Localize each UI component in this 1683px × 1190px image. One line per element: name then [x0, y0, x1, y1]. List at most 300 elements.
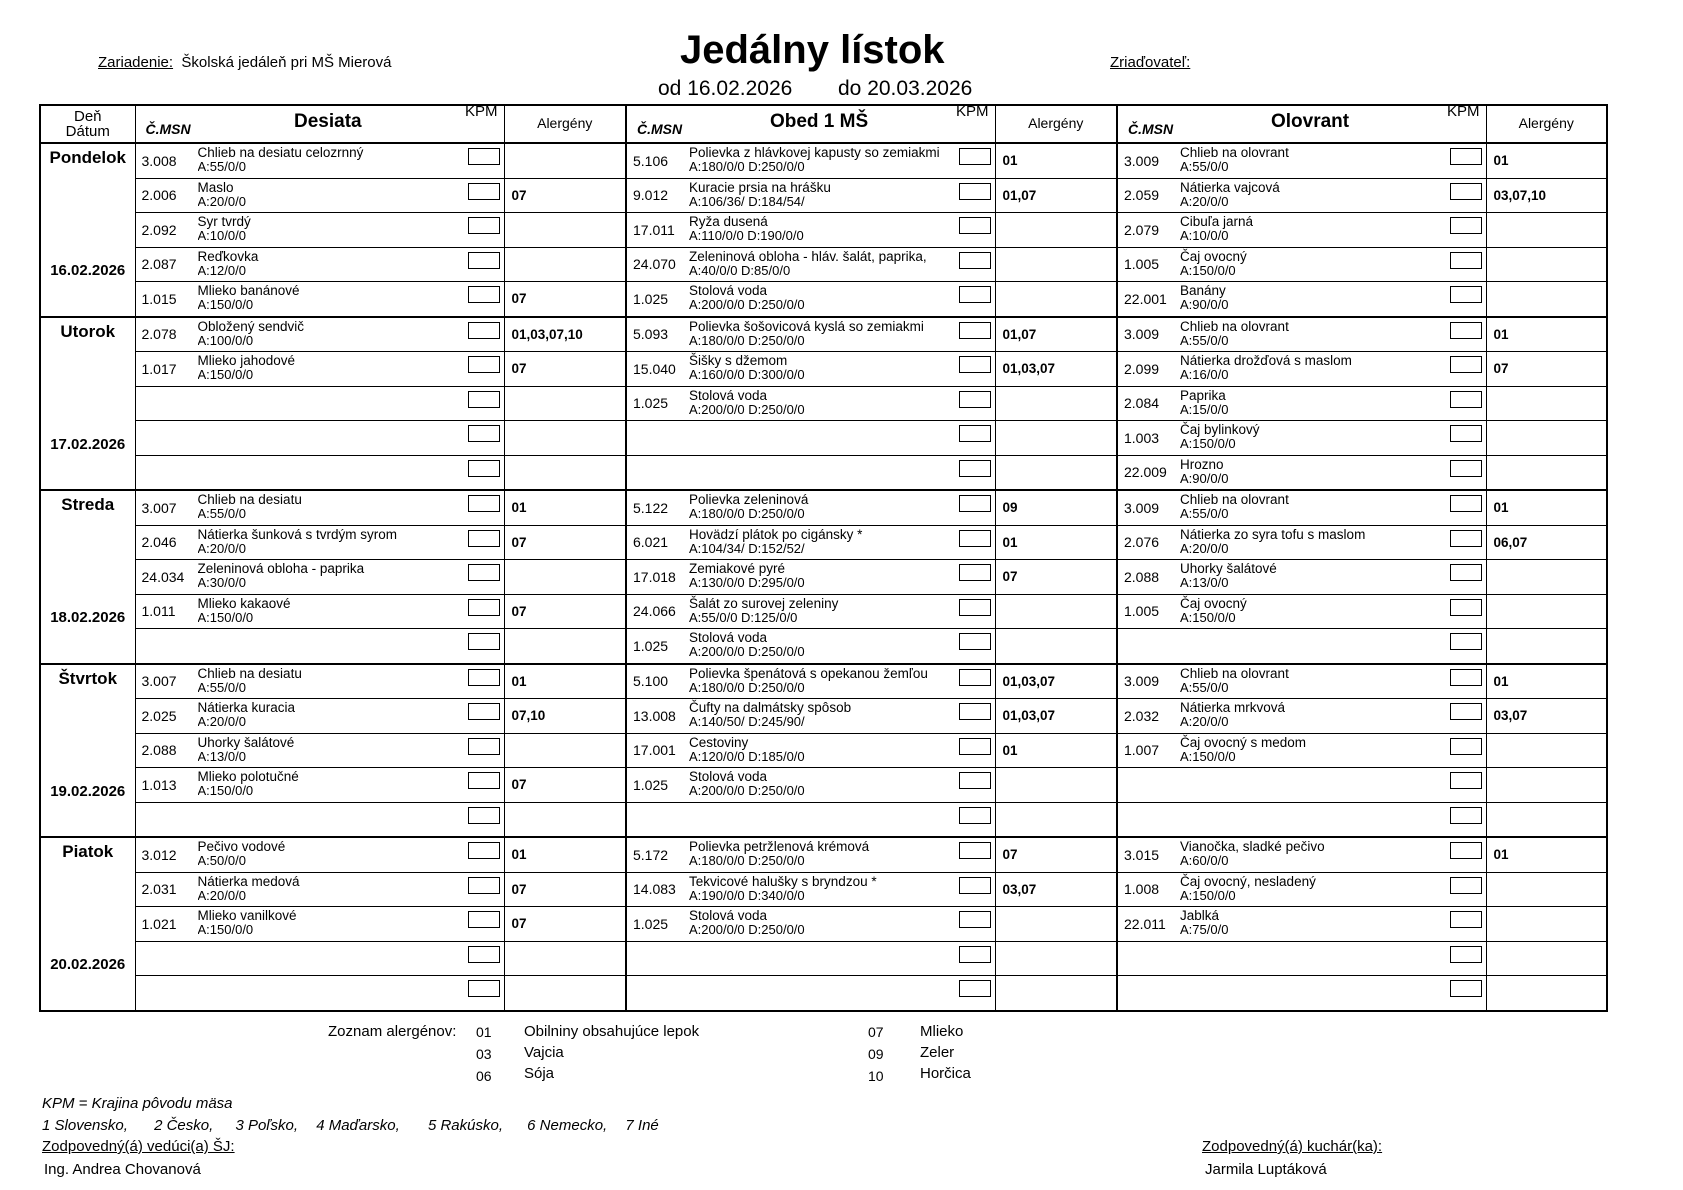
msn-code: 2.025	[141, 707, 177, 724]
dish-portion: A:20/0/0	[197, 714, 246, 730]
dish-name: Polievka petržlenová krémová	[689, 839, 870, 855]
snack-item-cell	[135, 907, 504, 942]
dish-name: Kuracie prsia na hrášku	[689, 179, 831, 195]
menu-row	[40, 386, 1607, 421]
dish-portion: A:55/0/0	[1180, 679, 1229, 695]
snack-item-cell	[135, 768, 504, 803]
dish	[1180, 629, 1450, 662]
dish	[689, 352, 959, 385]
dish-portion: A:110/0/0 D:190/0/0	[689, 228, 804, 244]
msn-code: 1.013	[141, 776, 177, 793]
kpm-box	[1450, 391, 1482, 408]
dish-name: Chlieb na olovrant	[1180, 318, 1289, 334]
dish-portion: A:200/0/0 D:250/0/0	[689, 401, 805, 417]
allergen-code: 01	[476, 1024, 492, 1040]
snack-allergens-cell	[504, 386, 626, 421]
lunch-item-cell	[626, 490, 995, 525]
dish-portion: A:20/0/0	[197, 887, 246, 903]
kpm-box	[468, 252, 500, 269]
msn-code: 14.083	[633, 881, 676, 898]
kpm-country: 7 Iné	[625, 1117, 659, 1134]
dish-name: Zeleninová obloha - paprika	[197, 561, 365, 577]
kpm-box	[1450, 322, 1482, 339]
dish-portion: A:120/0/0 D:185/0/0	[689, 748, 805, 764]
dish	[689, 144, 959, 177]
afternoon-allergens-cell	[1486, 768, 1607, 803]
kpm-box	[959, 633, 991, 650]
dish	[689, 213, 959, 246]
snack-allergens-cell: 07	[504, 768, 626, 803]
dish-portion: A:150/0/0	[197, 297, 254, 313]
kpm-box	[468, 148, 500, 165]
dish-portion: A:190/0/0 D:340/0/0	[689, 887, 805, 903]
kpm-box	[959, 669, 991, 686]
snack-allergens-cell: 07	[504, 907, 626, 942]
kpm-box	[1450, 252, 1482, 269]
menu-row	[40, 282, 1607, 317]
afternoon-allergens-cell	[1486, 421, 1607, 456]
kpm-country: 3 Poľsko,	[235, 1117, 299, 1134]
dish-name: Polievka špenátová s opekanou žemľou	[689, 665, 928, 681]
lunch-allergens-cell	[995, 247, 1117, 282]
afternoon-item-cell	[1117, 247, 1486, 282]
lunch-item-cell	[626, 664, 995, 699]
snack-item-cell	[135, 976, 504, 1011]
msn-code: 9.012	[633, 187, 669, 204]
kpm-box	[468, 495, 500, 512]
kpm-box	[468, 425, 500, 442]
dish-name: Mlieko banánové	[197, 283, 300, 299]
lunch-item-cell	[626, 352, 995, 387]
snack-allergens-cell	[504, 941, 626, 976]
dish-name: Chlieb na desiatu	[197, 665, 302, 681]
afternoon-allergens-cell: 06,07	[1486, 525, 1607, 560]
snack-item-cell	[135, 386, 504, 421]
facility-block	[98, 54, 391, 71]
dish-name: Obložený sendvič	[197, 318, 305, 334]
msn-code: 1.025	[633, 637, 669, 654]
dish	[1180, 282, 1450, 315]
dish-name: Tekvicové halušky s bryndzou *	[689, 873, 877, 889]
dish	[198, 873, 468, 906]
dish-portion: A:60/0/0	[1180, 853, 1229, 869]
lunch-item-cell	[626, 525, 995, 560]
msn-code: 2.076	[1124, 534, 1160, 551]
msn-code: 1.021	[141, 915, 177, 932]
from-label: od	[658, 77, 682, 100]
dish	[198, 665, 468, 698]
dish-portion: A:130/0/0 D:295/0/0	[689, 575, 805, 591]
lunch-item-cell	[626, 247, 995, 282]
snack-item-cell	[135, 352, 504, 387]
afternoon-allergens-cell	[1486, 629, 1607, 664]
msn-code	[627, 942, 689, 975]
lunch-allergens-cell	[995, 386, 1117, 421]
dish	[689, 595, 959, 628]
dish-name: Mlieko vanilkové	[197, 908, 297, 924]
msn-code: 2.088	[141, 742, 177, 759]
kpm-box	[1450, 495, 1482, 512]
dish	[689, 560, 959, 593]
dish	[1180, 976, 1450, 1009]
msn-code: 3.007	[141, 499, 177, 516]
kpm-box	[1450, 946, 1482, 963]
lunch-allergens-cell: 07	[995, 560, 1117, 595]
msn-code: 24.034	[141, 568, 185, 585]
menu-row	[40, 941, 1607, 976]
msn-code	[1118, 629, 1180, 662]
kpm-box	[468, 669, 500, 686]
allergens-label: Alergény	[1028, 115, 1084, 131]
dish-portion: A:13/0/0	[197, 748, 246, 764]
dish	[1180, 838, 1450, 871]
msn-code: 2.084	[1124, 395, 1160, 412]
dish-name: Reďkovka	[197, 248, 259, 264]
dish	[689, 768, 959, 801]
kpm-label: KPM	[464, 105, 498, 120]
menu-row	[40, 907, 1607, 942]
dish	[1180, 873, 1450, 906]
afternoon-title: Olovrant	[1270, 111, 1350, 132]
msn-code	[136, 803, 198, 836]
lunch-allergens-cell: 01,03,07	[995, 352, 1117, 387]
msn-code: 1.008	[1124, 881, 1160, 898]
allergens-label: Alergény	[537, 115, 593, 131]
kpm-box	[1450, 877, 1482, 894]
dish	[689, 629, 959, 662]
dish-name: Syr tvrdý	[197, 214, 251, 230]
kpm-box	[1450, 599, 1482, 616]
lunch-item-cell	[626, 976, 995, 1011]
afternoon-allergens-cell	[1486, 907, 1607, 942]
snack-allergens-cell: 07	[504, 282, 626, 317]
afternoon-allergens-cell: 07	[1486, 352, 1607, 387]
date-label: Dátum	[65, 123, 110, 140]
msn-code: 3.009	[1124, 152, 1160, 169]
msn-code: 3.009	[1124, 673, 1160, 690]
afternoon-item-cell	[1117, 907, 1486, 942]
kpm-box	[1450, 980, 1482, 997]
kpm-legend-countries	[42, 1117, 659, 1134]
lunch-allergens-cell	[995, 907, 1117, 942]
dish-name: Uhorky šalátové	[1180, 561, 1277, 577]
snack-allergens-cell: 07	[504, 525, 626, 560]
dish-name: Polievka z hlávkovej kapusty so zemiakmi	[689, 145, 940, 161]
msn-code	[1118, 976, 1180, 1009]
msn-code: 1.025	[633, 776, 669, 793]
afternoon-allergens-cell	[1486, 247, 1607, 282]
kpm-box	[959, 391, 991, 408]
founder-label: Zriaďovateľ:	[1110, 54, 1191, 71]
dish-name: Mlieko kakaové	[197, 595, 291, 611]
msn-code: 2.099	[1124, 360, 1160, 377]
dish-portion: A:180/0/0 D:250/0/0	[689, 159, 805, 175]
dish-portion: A:100/0/0	[197, 332, 254, 348]
dish	[198, 734, 468, 767]
day-name: Streda	[61, 495, 115, 514]
kpm-box	[468, 633, 500, 650]
snack-item-cell	[135, 282, 504, 317]
kpm-box	[468, 322, 500, 339]
dish-name: Čaj bylinkový	[1180, 422, 1260, 438]
msn-label: Č.MSN	[1128, 121, 1174, 137]
msn-code: 17.001	[633, 742, 676, 759]
allergen-name: Zeler	[920, 1044, 955, 1061]
lunch-allergens-cell	[995, 455, 1117, 490]
kpm-label: KPM	[1446, 105, 1480, 120]
kpm-box	[468, 460, 500, 477]
afternoon-item-cell	[1117, 941, 1486, 976]
kpm-box	[959, 460, 991, 477]
dish	[198, 803, 468, 836]
snack-item-cell	[135, 317, 504, 352]
dish-portion: A:55/0/0	[197, 159, 246, 175]
kpm-box	[959, 842, 991, 859]
dish-portion: A:180/0/0 D:250/0/0	[689, 853, 805, 869]
day-cell	[40, 664, 135, 838]
lunch-allergens-cell: 07	[995, 837, 1117, 872]
kpm-box	[468, 842, 500, 859]
from-date: 16.02.2026	[687, 77, 793, 100]
snack-item-cell	[135, 247, 504, 282]
snack-allergens-cell: 01	[504, 664, 626, 699]
msn-code: 2.092	[141, 221, 177, 238]
dish-name: Paprika	[1180, 387, 1226, 403]
lunch-allergens-cell: 01	[995, 143, 1117, 178]
kpm-box	[1450, 460, 1482, 477]
snack-allergens-cell	[504, 213, 626, 248]
menu-row	[40, 802, 1607, 837]
allergen-list-label: Zoznam alergénov:	[328, 1023, 457, 1040]
afternoon-allergens-cell	[1486, 455, 1607, 490]
snack-allergens-cell	[504, 976, 626, 1011]
snack-title: Desiata	[294, 111, 362, 132]
dish	[689, 179, 959, 212]
dish	[1180, 421, 1450, 454]
afternoon-item-cell	[1117, 213, 1486, 248]
dish	[1180, 318, 1450, 351]
kpm-box	[468, 877, 500, 894]
dish	[1180, 734, 1450, 767]
allergen-name: Vajcia	[524, 1044, 564, 1061]
kpm-box	[959, 738, 991, 755]
dish	[1180, 699, 1450, 732]
menu-row	[40, 213, 1607, 248]
afternoon-allergens-cell	[1486, 976, 1607, 1011]
msn-code: 2.088	[1124, 568, 1160, 585]
lunch-allergens-cell	[995, 629, 1117, 664]
dish-name: Šalát zo surovej zeleniny	[689, 595, 839, 611]
allergen-name: Horčica	[920, 1065, 971, 1082]
dish	[1180, 456, 1450, 489]
dish-portion: A:200/0/0 D:250/0/0	[689, 644, 805, 660]
msn-code	[136, 976, 198, 1009]
dish-name: Stolová voda	[689, 908, 768, 924]
dish-name: Nátierka kuracia	[197, 700, 296, 716]
dish-portion: A:150/0/0	[197, 783, 254, 799]
dish-portion: A:200/0/0 D:250/0/0	[689, 297, 805, 313]
dish-portion: A:200/0/0 D:250/0/0	[689, 922, 805, 938]
dish-portion: A:40/0/0 D:85/0/0	[689, 262, 791, 278]
msn-code: 22.011	[1124, 915, 1166, 932]
menu-row	[40, 421, 1607, 456]
dish-portion: A:55/0/0 D:125/0/0	[689, 609, 798, 625]
msn-code	[136, 456, 198, 489]
day-date: 16.02.2026	[50, 262, 126, 279]
snack-item-cell	[135, 490, 504, 525]
snack-allergens-cell: 07	[504, 178, 626, 213]
lunch-allergens-cell: 03,07	[995, 872, 1117, 907]
msn-code: 1.025	[633, 395, 669, 412]
snack-item-cell	[135, 941, 504, 976]
dish-name: Nátierka mrkvová	[1180, 700, 1286, 716]
afternoon-item-cell	[1117, 664, 1486, 699]
page-title: Jedálny lístok	[680, 28, 945, 72]
menu-row	[40, 525, 1607, 560]
dish	[198, 526, 468, 559]
day-date: 18.02.2026	[50, 609, 126, 626]
manager-name: Ing. Andrea Chovanová	[44, 1161, 201, 1178]
kpm-box	[959, 911, 991, 928]
kpm-box	[959, 530, 991, 547]
kpm-box	[1450, 633, 1482, 650]
afternoon-item-cell	[1117, 317, 1486, 352]
lunch-allergens-cell	[995, 941, 1117, 976]
afternoon-item-cell	[1117, 455, 1486, 490]
afternoon-item-cell	[1117, 802, 1486, 837]
dish	[1180, 907, 1450, 940]
lunch-allergens-cell	[995, 768, 1117, 803]
lunch-item-cell	[626, 560, 995, 595]
dish	[689, 699, 959, 732]
dish-name: Nátierka drožďová s maslom	[1180, 353, 1352, 369]
msn-code: 3.008	[141, 152, 177, 169]
menu-row	[40, 490, 1607, 525]
allergens-header	[504, 105, 626, 143]
day-date-header	[40, 105, 135, 143]
kpm-box	[1450, 217, 1482, 234]
snack-allergens-cell	[504, 247, 626, 282]
menu-row	[40, 664, 1607, 699]
lunch-allergens-cell: 09	[995, 490, 1117, 525]
dish-name: Chlieb na olovrant	[1180, 665, 1289, 681]
allergens-header	[1486, 105, 1607, 143]
dish	[198, 491, 468, 524]
snack-item-cell	[135, 594, 504, 629]
msn-code: 2.032	[1124, 707, 1160, 724]
kpm-box	[959, 252, 991, 269]
msn-code: 2.031	[141, 881, 177, 898]
msn-code: 3.015	[1124, 846, 1160, 863]
dish	[1180, 352, 1450, 385]
dish-name: Hovädzí plátok po cigánsky *	[689, 526, 863, 542]
msn-code	[136, 629, 198, 662]
snack-allergens-cell: 07	[504, 594, 626, 629]
menu-row	[40, 976, 1607, 1011]
dish	[198, 838, 468, 871]
dish	[1180, 387, 1450, 420]
lunch-allergens-cell: 01,03,07	[995, 699, 1117, 734]
msn-code	[627, 803, 689, 836]
dish	[1180, 942, 1450, 975]
dish	[198, 560, 468, 593]
afternoon-allergens-cell: 01	[1486, 837, 1607, 872]
dish-portion: A:75/0/0	[1180, 922, 1229, 938]
dish-portion: A:150/0/0	[1180, 748, 1236, 764]
snack-allergens-cell	[504, 143, 626, 178]
kpm-box	[468, 946, 500, 963]
dish	[1180, 526, 1450, 559]
afternoon-item-cell	[1117, 352, 1486, 387]
dish-portion: A:10/0/0	[197, 228, 246, 244]
afternoon-item-cell	[1117, 594, 1486, 629]
afternoon-allergens-cell	[1486, 872, 1607, 907]
day-cell	[40, 837, 135, 1011]
afternoon-item-cell	[1117, 976, 1486, 1011]
kpm-box	[468, 772, 500, 789]
afternoon-header	[1117, 105, 1486, 143]
afternoon-item-cell	[1117, 699, 1486, 734]
dish-name: Hrozno	[1180, 456, 1224, 472]
period	[658, 77, 972, 101]
lunch-allergens-cell	[995, 594, 1117, 629]
msn-code: 1.015	[141, 290, 177, 307]
kpm-box	[468, 391, 500, 408]
allergen-code: 03	[476, 1046, 492, 1062]
dish	[198, 629, 468, 662]
afternoon-item-cell	[1117, 733, 1486, 768]
lunch-allergens-cell	[995, 976, 1117, 1011]
kpm-country: 2 Česko,	[154, 1117, 214, 1134]
msn-code: 1.011	[141, 603, 176, 620]
dish	[198, 456, 468, 489]
kpm-country: 1 Slovensko,	[42, 1117, 128, 1134]
msn-code: 6.021	[633, 534, 669, 551]
allergen-code: 06	[476, 1068, 492, 1084]
afternoon-item-cell	[1117, 282, 1486, 317]
kpm-box	[468, 356, 500, 373]
msn-code: 22.001	[1124, 290, 1167, 307]
msn-code: 17.018	[633, 568, 676, 585]
dish-name: Chlieb na desiatu celozrnný	[197, 145, 364, 161]
snack-item-cell	[135, 143, 504, 178]
msn-code: 1.025	[633, 915, 669, 932]
cook-name: Jarmila Luptáková	[1205, 1161, 1327, 1178]
lunch-allergens-cell: 01,07	[995, 317, 1117, 352]
msn-code	[627, 456, 689, 489]
dish	[198, 699, 468, 732]
msn-code: 5.122	[633, 499, 669, 516]
msn-code: 5.093	[633, 326, 669, 343]
dish-portion: A:20/0/0	[197, 193, 246, 209]
kpm-box	[1450, 911, 1482, 928]
kpm-box	[468, 738, 500, 755]
kpm-box	[468, 286, 500, 303]
msn-code: 1.005	[1124, 603, 1160, 620]
dish	[1180, 213, 1450, 246]
dish-portion: A:150/0/0	[197, 609, 254, 625]
dish-name: Čufty na dalmátsky spôsob	[689, 700, 852, 716]
to-label: do	[838, 77, 862, 100]
menu-row	[40, 178, 1607, 213]
lunch-item-cell	[626, 421, 995, 456]
dish-portion: A:50/0/0	[197, 853, 246, 869]
lunch-item-cell	[626, 594, 995, 629]
snack-item-cell	[135, 699, 504, 734]
msn-code	[627, 976, 689, 1009]
dish-name: Stolová voda	[689, 630, 768, 646]
lunch-allergens-cell: 01	[995, 525, 1117, 560]
